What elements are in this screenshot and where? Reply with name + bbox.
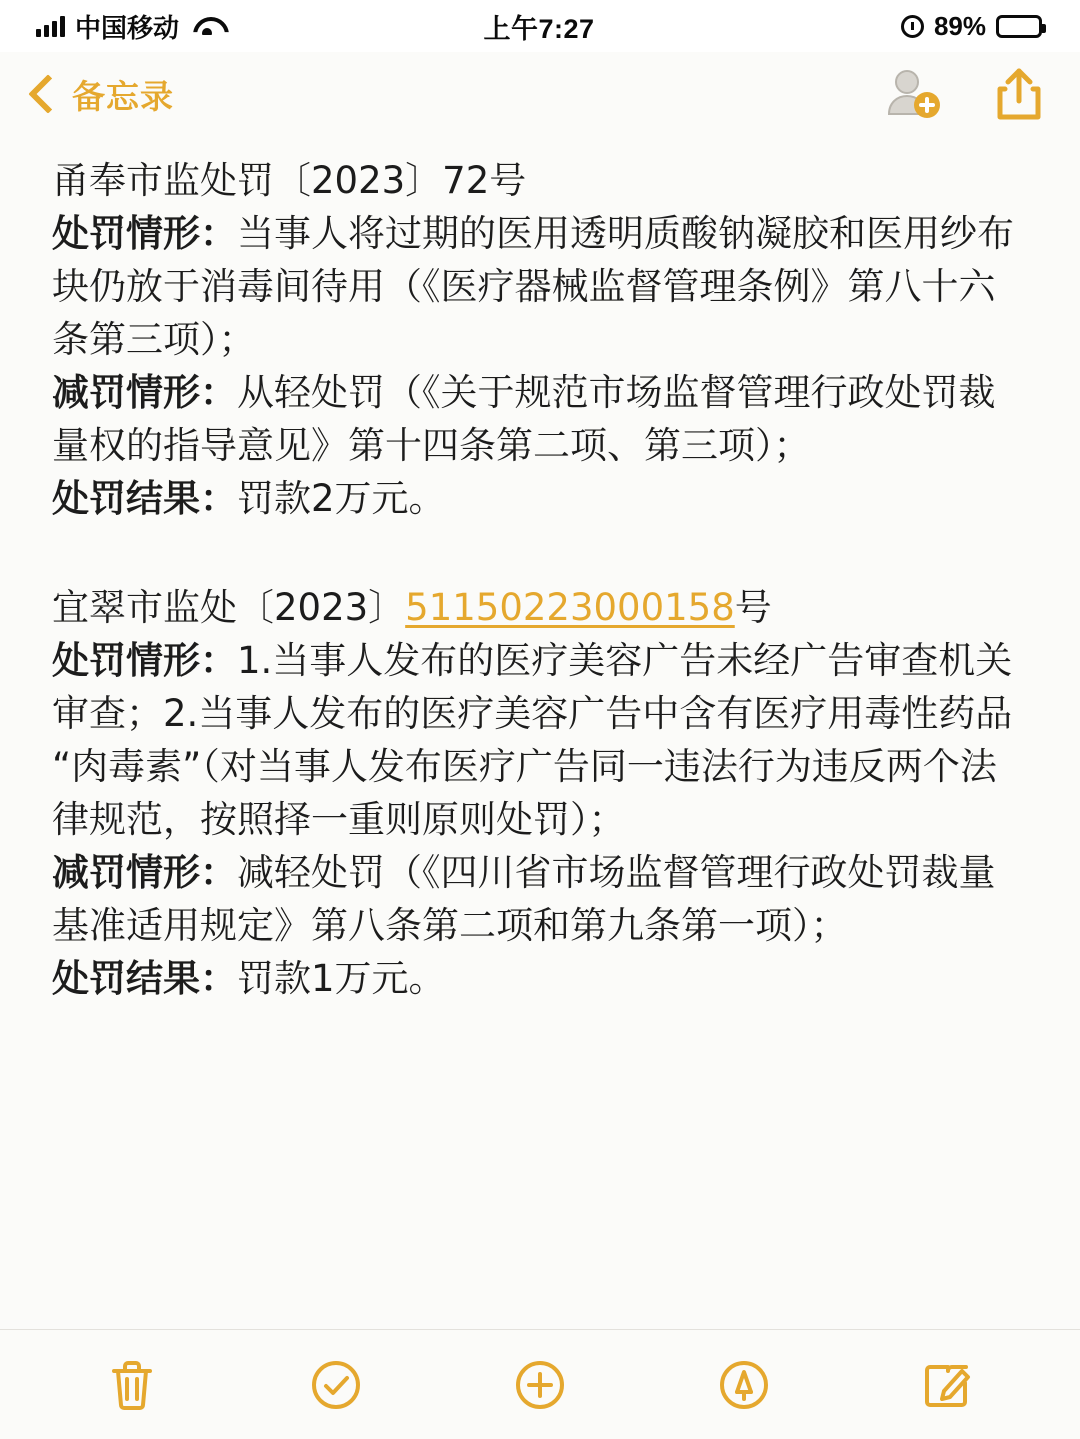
status-bar bbox=[0, 0, 1080, 52]
note-block bbox=[52, 581, 1028, 1005]
navigation-bar bbox=[0, 52, 1080, 136]
wifi-icon bbox=[193, 15, 221, 37]
note-title-suffix: 号 bbox=[734, 586, 772, 629]
note-line-text: 罚款2万元。 bbox=[237, 477, 446, 520]
note-line bbox=[52, 846, 1028, 952]
back-button[interactable] bbox=[28, 71, 174, 118]
note-line-label: 处罚结果： bbox=[52, 957, 237, 1000]
compose-icon[interactable] bbox=[911, 1348, 985, 1422]
status-bar-left bbox=[36, 8, 483, 45]
note-line-text: 罚款1万元。 bbox=[237, 957, 446, 1000]
note-line-text: 1.当事人发布的医疗美容广告未经广告审查机关审查；2.当事人发布的医疗美容广告中含有医疗用毒性药品“肉毒素”（对当事人发布医疗广告同一违法行为违反两个法律规范，按照择一重则原则处罚）； bbox=[52, 639, 1013, 841]
note-block-spacer bbox=[52, 525, 1028, 581]
note-line-text: 减轻处罚（《四川省市场监督管理行政处罚裁量基准适用规定》第八条第二项和第九条第一项）； bbox=[52, 851, 996, 947]
note-line-label: 减罚情形： bbox=[52, 371, 237, 414]
note-line-label: 处罚情形： bbox=[52, 212, 237, 255]
bottom-toolbar bbox=[0, 1329, 1080, 1439]
note-line-text: 从轻处罚（《关于规范市场监督管理行政处罚裁量权的指导意见》第十四条第二项、第三项）； bbox=[52, 371, 996, 467]
share-icon[interactable] bbox=[994, 65, 1044, 123]
status-bar-right bbox=[595, 11, 1042, 42]
alarm-clock-icon bbox=[901, 15, 924, 38]
back-button-label: 备忘录 bbox=[72, 77, 174, 115]
note-block-title bbox=[52, 581, 1028, 634]
note-line-label: 减罚情形： bbox=[52, 851, 237, 894]
add-person-icon[interactable] bbox=[880, 66, 942, 122]
trash-icon[interactable] bbox=[95, 1348, 169, 1422]
nav-actions bbox=[880, 65, 1044, 123]
note-block bbox=[52, 154, 1028, 525]
status-bar-clock: 上午7:27 bbox=[483, 13, 595, 44]
note-block-title: 甬奉市监处罚〔2023〕72号 bbox=[52, 159, 527, 202]
battery-percent-label: 89% bbox=[933, 10, 987, 41]
note-line bbox=[52, 952, 1028, 1005]
note-line-text: 当事人将过期的医用透明质酸钠凝胶和医用纱布块仍放于消毒间待用（《医疗器械监督管理条例》第八十六条第三项）； bbox=[52, 212, 1014, 361]
note-line bbox=[52, 366, 1028, 472]
carrier-label: 中国移动 bbox=[75, 12, 180, 43]
markup-pen-circle-icon[interactable] bbox=[707, 1348, 781, 1422]
note-line bbox=[52, 472, 1028, 525]
chevron-left-icon bbox=[28, 74, 68, 114]
plus-circle-icon[interactable] bbox=[503, 1348, 577, 1422]
note-line-label: 处罚情形： bbox=[52, 639, 237, 682]
note-title-link[interactable]: 51150223000158 bbox=[405, 586, 735, 629]
note-content[interactable] bbox=[0, 136, 1080, 1329]
note-line bbox=[52, 207, 1028, 366]
note-line bbox=[52, 634, 1028, 846]
checkmark-circle-icon[interactable] bbox=[299, 1348, 373, 1422]
note-line-label: 处罚结果： bbox=[52, 477, 237, 520]
cellular-signal-icon bbox=[36, 15, 65, 37]
battery-icon bbox=[996, 15, 1042, 38]
note-title-prefix: 宜翠市监处〔2023〕 bbox=[52, 586, 406, 629]
